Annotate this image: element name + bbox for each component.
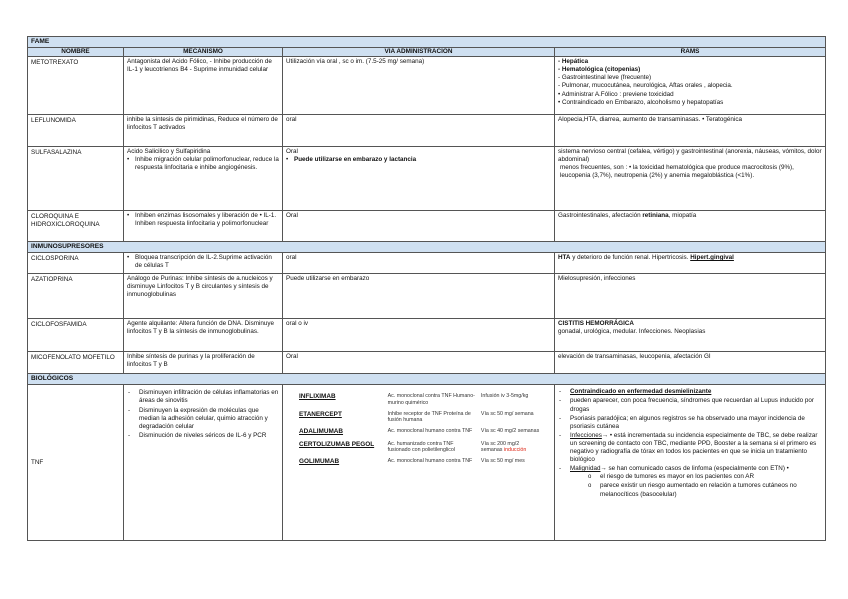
row-sulfasalazina [28,147,826,211]
ram-emphasis: CISTITIS HEMORRÁGICA [558,320,634,328]
row-leflunomida [28,115,826,147]
tnf-drugs-table [297,392,544,469]
drug-name: SULFASALAZINA [28,147,124,211]
drug-name: CLOROQUINA E HIDROXICLOROQUINA [28,211,124,242]
ram-emphasis: retiniana [642,212,669,220]
mechanism-line: Acido Salicilico y Sulfapiridina [127,148,211,156]
ram-item: - Contraindicado en enfermedad desmielinizante [558,388,822,396]
ram-line: - Gastrointestinal leve (frecuente) [558,74,652,82]
mechanism: Antagonista del Acido Fólico, - Inhibe producción de IL-1 y leucotrienos B4 - Suprime inmunidad celular [124,57,283,115]
tnf-drug-name: GOLIMUMAB [299,458,340,466]
administration: oral [283,115,555,147]
ram-item: - Psoriasis paradójica; en algunos registros se ha observado una mayor incidencia de psoriasis cutánea [558,415,822,431]
administration [283,385,555,541]
tnf-drug-dose: Vía sc 40 mg/2 semanas [480,428,540,435]
administration: Oral [283,352,555,374]
mechanism [124,385,283,541]
section-fame: FAME [28,37,826,48]
tnf-drug-name: CERTOLIZUMAB PEGOL [299,440,375,448]
header-mecanismo: MECANISMO [124,48,283,57]
tnf-drug-row [297,410,544,427]
drug-name: CICLOSPORINA [28,253,124,274]
administration: Puede utilizarse en embarazo [283,274,555,319]
tnf-drug-row [297,440,544,457]
tnf-drug-name: ETANERCEPT [299,410,342,418]
mechanism: Análogo de Purinas: Inhibe síntesis de a.nucleicos y disminuye Linfocitos T y B circulantes y síntesis de inmunoglobulinas [124,274,283,319]
ram-subitem: o el riesgo de tumores es mayor en los pacientes con AR [588,473,822,481]
row-cloroquina [28,211,826,242]
administration: oral [283,253,555,274]
adverse-effects [555,253,826,274]
header-nombre: NOMBRE [28,48,124,57]
ram-text: , miopatía [668,212,697,220]
tnf-drug-mechanism: Ac. monoclonal humano contra TNF [387,458,473,465]
drug-name: METOTREXATO [28,57,124,115]
ram-line: - Hepática [558,58,589,66]
section-biologicos: BIOLÓGICOS [28,374,826,385]
tnf-drug-dose: Vía sc 200 mg/2 semanas inducción [480,440,527,453]
ram-line: • Administrar A.Fólico : previene toxicidad [558,90,674,98]
ram-line: gonadal, urológica, medular. Infecciones. Neoplasias [558,328,706,336]
tnf-drug-mechanism: Inhibe receptor de TNF Proteína de fusión humana [387,410,471,423]
row-micofenolato [28,352,826,374]
ram-line: • Contraindicado en Embarazo, alcoholismo y hepatopatías [558,98,724,106]
dose-note: inducción [503,446,527,453]
mechanism-item: - Disminuyen la expresión de moléculas que median la adhesión celular, quimio atracción y degradación celular [127,407,279,431]
mechanism-bullet: • Inhibe migración celular polimorfonuclear, reduce la respuesta linfocitaria e inhibe angiogénesis. [127,156,279,172]
mechanism [124,253,283,274]
mechanism [124,147,283,211]
adverse-effects [555,57,826,115]
mechanism [124,211,283,242]
row-metotrexato [28,57,826,115]
drug-name: LEFLUNOMIDA [28,115,124,147]
mechanism: inhibe la síntesis de pirimidinas, Reduce el número de linfocitos T activados [124,115,283,147]
tnf-drug-row [297,457,544,470]
ram-emphasis: Hipert.gingival [690,254,734,262]
mechanism: Agente alquilante: Altera función de DNA. Disminuye linfocitos T y B la síntesis de inmunoglobulinas. [124,319,283,352]
adverse-effects: Mielosupresión, infecciones [555,274,826,319]
ram-line: sistema nervioso central (cefalea, vértigo) y gastrointestinal (anorexia, náuseas, vómitos, dolor abdominal) [558,148,822,164]
tnf-drug-dose: Vía sc 50 mg/ semana [480,410,534,417]
ram-item: - Malignidad→ se han comunicado casos de linfoma (especialmente con ETN) • o el riesgo de tumores es mayor en los pacientes con AR o parece existir un riesgo aumentado en relación a tumores cutáneos no melanocíticos (basocelular) [558,465,822,498]
header-via: VIA ADMINISTRACION [283,48,555,57]
ram-text: y deterioro de función renal. Hipertricosis. [570,254,691,262]
adverse-effects [555,211,826,242]
adverse-effects: elevación de transaminasas, leucopenia, afectación GI [555,352,826,374]
tnf-drug-dose: Infusión iv 3-5mg/kg [480,393,529,400]
ram-item: - pueden aparecer, con poca frecuencia, síndromes que recuerdan al Lupus inducido por drogas [558,397,822,413]
administration [283,147,555,211]
adverse-effects [555,385,826,541]
row-tnf [28,385,826,541]
tnf-drug-mechanism: Ac. humanizado contra TNF fusionado con polietilenglicol [387,440,456,453]
via-line: Oral [286,148,298,156]
adverse-effects [555,319,826,352]
drug-name: MICOFENOLATO MOFETILO [28,352,124,374]
via-bullet: • Puede utilizarse en embarazo y lactancia [286,156,551,164]
ram-emphasis: HTA [558,254,571,262]
mechanism-item: - Disminución de niveles séricos de IL-6 y PCR [127,432,279,440]
mechanism-bullet: • Bloquea transcripción de IL-2.Suprime activación de células T [127,254,279,270]
ram-line: menos frecuentes, son : • la toxicidad hematológica que produce macrocitosis (9%), leucopenia (3,7%), neutropenia (2%) y anemia megaloblástica (<1%). [560,164,794,180]
tnf-drug-mechanism: Ac. monoclonal contra TNF Humano-murino quimérico [387,393,475,406]
ram-item: - Infecciones→ • está incrementada su incidencia especialmente de TBC, se debe realizar un screening de contacto con TBC, mediante PPD, Booster a la semana si el primero es negativo y radiografía de tórax en todos los pacientes en que se inicia un tratamiento biológico [558,432,822,464]
row-azatioprina [28,274,826,319]
tnf-drug-row [297,392,544,409]
tnf-drug-name: ADALIMUMAB [299,428,344,436]
drug-name: AZATIOPRINA [28,274,124,319]
tnf-drug-name: INFLIXIMAB [299,393,336,401]
administration: Oral [283,211,555,242]
mechanism: Inhibe síntesis de purinas y la proliferación de linfocitos T y B [124,352,283,374]
administration: Utilización vía oral , sc o im. (7.5-25 mg/ semana) [283,57,555,115]
drug-name: TNF [28,385,124,541]
ram-line: - Pulmonar, mucocutánea, neurológica, Aftas orales , alopecia. [558,82,733,90]
tnf-drug-row [297,427,544,440]
ram-line: - Hematológica (citopenias) [558,66,641,74]
tnf-drug-dose: Vía sc 50 mg/ mes [480,458,525,465]
row-ciclosporina [28,253,826,274]
drug-name: CICLOFOSFAMIDA [28,319,124,352]
adverse-effects [555,147,826,211]
adverse-effects: Alopecia,HTA, diarrea, aumento de transaminasas. • Teratogénica [555,115,826,147]
header-rams: RAMS [555,48,826,57]
drug-document [27,36,825,541]
section-inmunosupresores: INMUNOSUPRESORES [28,242,826,253]
mechanism-bullet: • Inhiben enzimas lisosomales y liberación de • IL-1. Inhiben respuesta linfocitaria y polimorfonuclear [127,212,279,228]
row-ciclofosfamida [28,319,826,352]
ram-text: Gastrointestinales, afectación [558,212,643,220]
ram-subitem: o parece existir un riesgo aumentado en relación a tumores cutáneos no melanocíticos (basocelular) [588,482,822,498]
mechanism-item: - Disminuyen infiltración de células inflamatorias en áreas de sinovitis [127,389,279,405]
tnf-drug-mechanism: Ac. monoclonal humano contra TNF [387,428,473,435]
administration: oral o iv [283,319,555,352]
drug-table [27,36,826,541]
